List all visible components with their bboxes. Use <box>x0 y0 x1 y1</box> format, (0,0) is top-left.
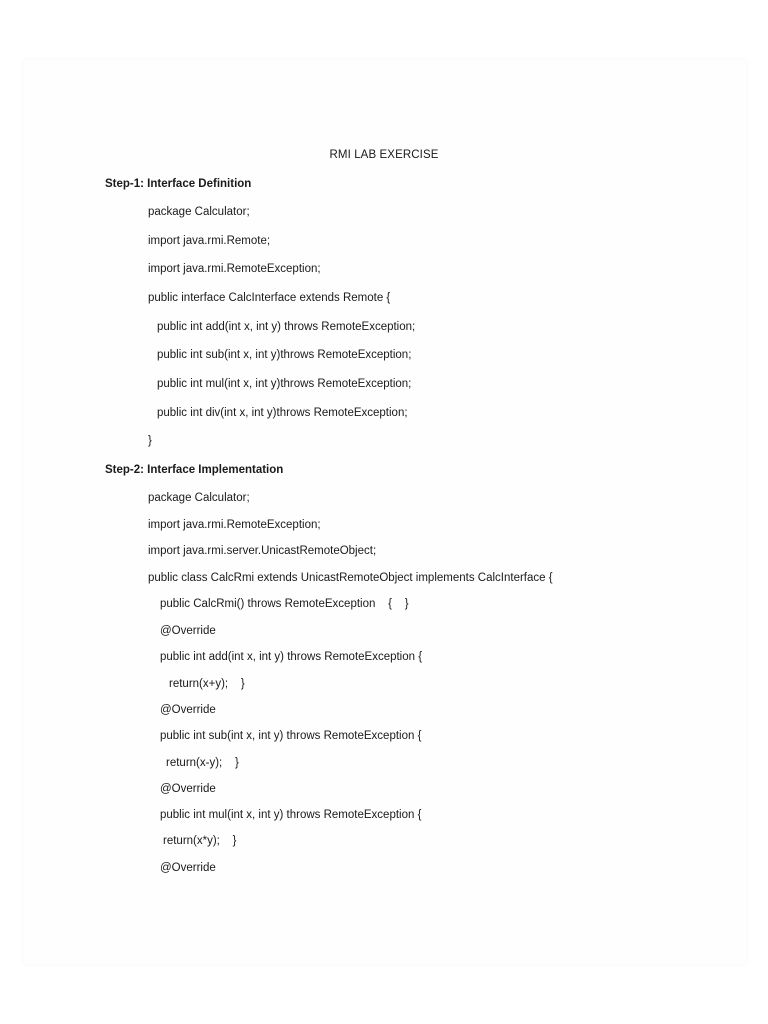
code-line: import java.rmi.RemoteException; <box>148 263 321 275</box>
code-line: } <box>148 435 152 447</box>
code-line: @Override <box>160 704 216 716</box>
code-line: public int mul(int x, int y)throws RemoteException; <box>157 378 412 390</box>
code-line: import java.rmi.server.UnicastRemoteObject; <box>148 545 377 557</box>
code-line: @Override <box>160 862 216 874</box>
code-line: package Calculator; <box>148 206 250 218</box>
code-line: public int mul(int x, int y) throws RemoteException { <box>160 809 422 821</box>
document-page <box>24 60 746 964</box>
code-line: public int div(int x, int y)throws RemoteException; <box>157 407 408 419</box>
code-line: public int add(int x, int y) throws RemoteException; <box>157 321 416 333</box>
code-line: import java.rmi.RemoteException; <box>148 519 321 531</box>
code-line: @Override <box>160 625 216 637</box>
code-line: import java.rmi.Remote; <box>148 235 271 247</box>
step1-heading: Step-1: Interface Definition <box>105 178 252 190</box>
code-line: package Calculator; <box>148 492 250 504</box>
code-line: public interface CalcInterface extends Remote { <box>148 292 391 304</box>
code-line: return(x-y); } <box>166 757 239 769</box>
code-line: public int sub(int x, int y)throws RemoteException; <box>157 349 412 361</box>
step2-heading: Step-2: Interface Implementation <box>105 464 284 476</box>
code-line: return(x*y); } <box>163 835 237 847</box>
document-title: RMI LAB EXERCISE <box>329 149 439 161</box>
code-line: public int sub(int x, int y) throws RemoteException { <box>160 730 422 742</box>
code-line: public int add(int x, int y) throws RemoteException { <box>160 651 423 663</box>
code-line: public class CalcRmi extends UnicastRemoteObject implements CalcInterface { <box>148 572 553 584</box>
code-line: @Override <box>160 783 216 795</box>
code-line: return(x+y); } <box>169 678 245 690</box>
code-line: public CalcRmi() throws RemoteException { } <box>160 598 409 610</box>
